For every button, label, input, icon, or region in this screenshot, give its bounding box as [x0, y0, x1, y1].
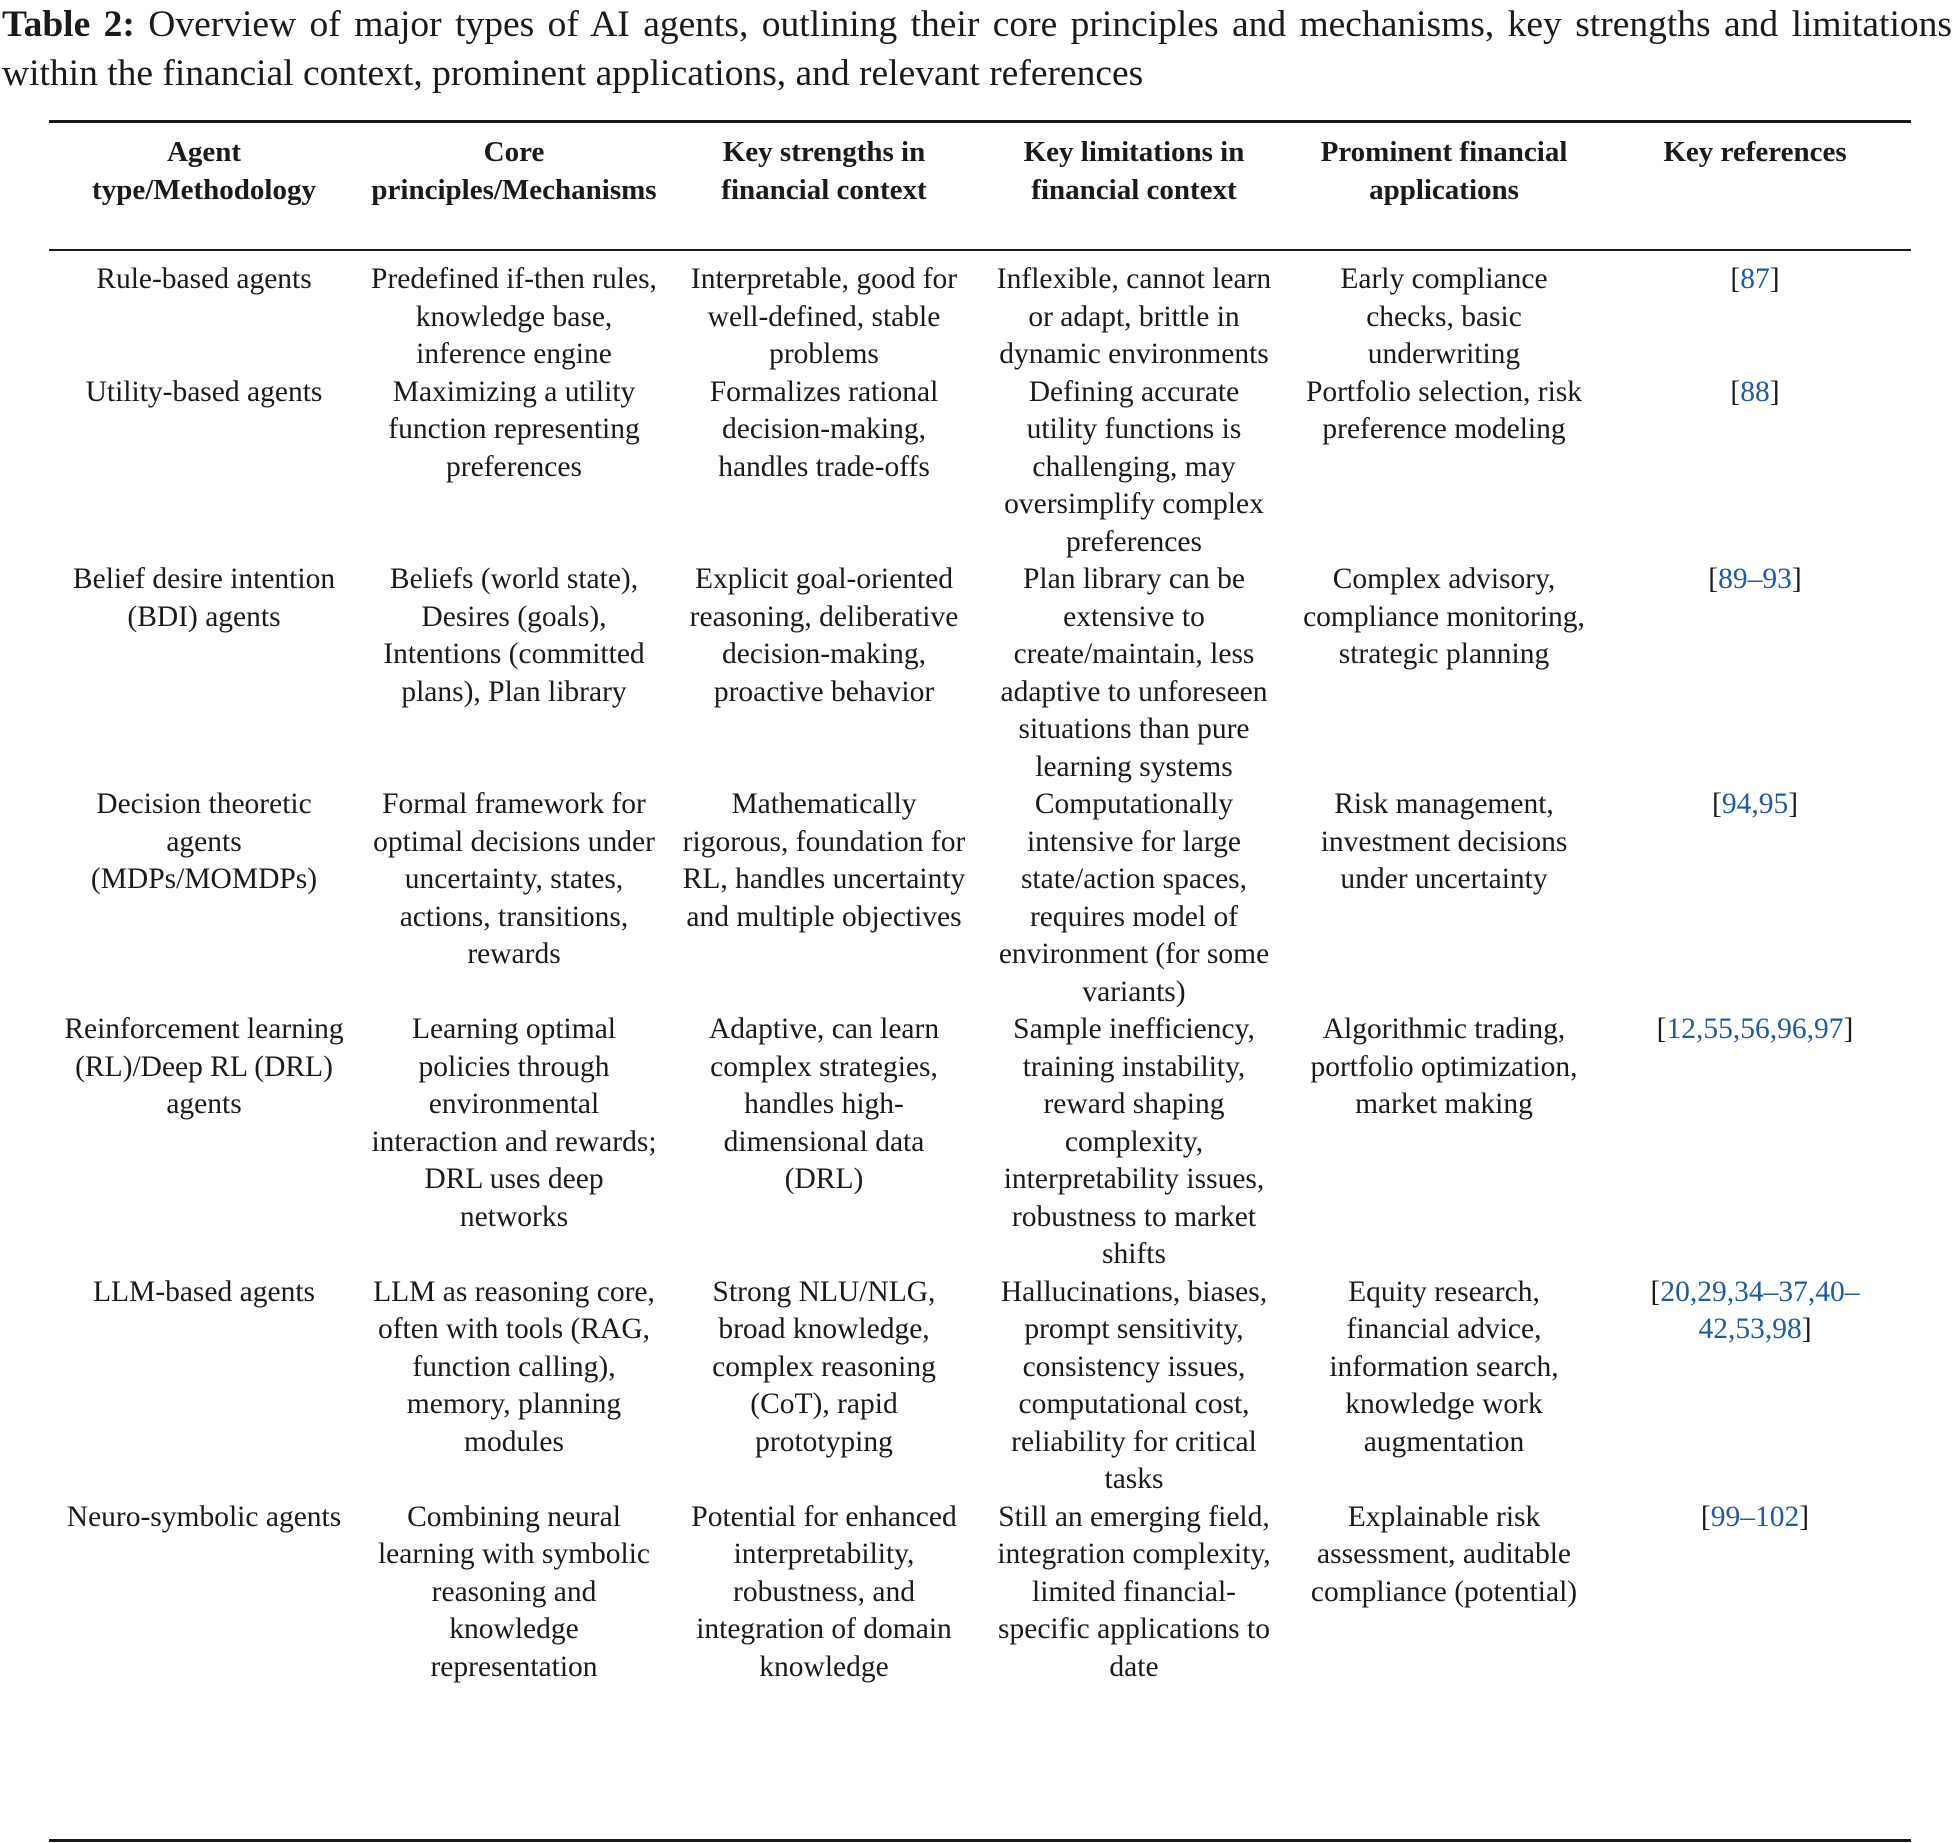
reference-link[interactable]: 20,29,34–37,40–42,53,98	[1660, 1275, 1860, 1345]
table-row	[49, 374, 1911, 562]
table-row	[49, 786, 1911, 1011]
limitations-cell: Inflexible, cannot learn or adapt, brittle in dynamic environments	[996, 263, 1272, 370]
references-cell: [12,55,56,96,97]	[1656, 1013, 1854, 1045]
agent-type-cell: Neuro-symbolic agents	[66, 1500, 342, 1533]
applications-cell: Algorithmic trading, portfolio optimization, market making	[1310, 1013, 1578, 1120]
principles-cell: Learning optimal policies through environmental interaction and rewards; DRL uses deep networks	[371, 1013, 657, 1233]
applications-cell: Complex advisory, compliance monitoring, strategic planning	[1303, 563, 1585, 670]
caption-text: Overview of major types of AI agents, outlining their core principles and mechanisms, key strengths and limitations within the financial context, prominent applications, and relevant references	[2, 4, 1952, 94]
header-agent-type: Agent type/Methodology	[92, 136, 316, 206]
strengths-cell: Explicit goal-oriented reasoning, deliberative decision-making, proactive behavior	[689, 563, 959, 708]
applications-cell: Portfolio selection, risk preference modeling	[1305, 375, 1583, 445]
agent-type-cell: LLM-based agents	[93, 1275, 315, 1308]
strengths-cell: Adaptive, can learn complex strategies, handles high-dimensional data (DRL)	[708, 1013, 940, 1195]
table-row	[49, 1274, 1911, 1499]
applications-cell: Risk management, investment decisions under uncertainty	[1320, 788, 1568, 895]
reference-link[interactable]: 87	[1740, 263, 1770, 295]
reference-link[interactable]: 89–93	[1718, 563, 1792, 595]
limitations-cell: Defining accurate utility functions is challenging, may oversimplify complex preferences	[1004, 375, 1264, 558]
table-header	[49, 134, 1911, 209]
limitations-cell: Sample inefficiency, training instability, reward shaping complexity, interpretability issues, robustness to market shifts	[1003, 1013, 1265, 1270]
references-cell: [99–102]	[1700, 1500, 1810, 1533]
limitations-cell: Still an emerging field, integration complexity, limited financial-specific applications to date	[997, 1500, 1271, 1683]
limitations-cell: Plan library can be extensive to create/maintain, less adaptive to unforeseen situations than pure learning systems	[1000, 563, 1268, 783]
header-row	[49, 134, 1911, 209]
principles-cell: Formal framework for optimal decisions under uncertainty, states, actions, transitions, rewards	[373, 788, 655, 970]
limitations-cell: Computationally intensive for large state/action spaces, requires model of environment (for some variants)	[998, 788, 1270, 1008]
principles-cell: LLM as reasoning core, often with tools (RAG, function calling), memory, planning modules	[373, 1275, 655, 1458]
top-rule	[49, 120, 1911, 123]
reference-link[interactable]: 12,55,56,96,97	[1666, 1013, 1844, 1045]
references-cell: [87]	[1730, 263, 1780, 295]
agent-type-cell: Decision theoretic agents (MDPs/MOMDPs)	[90, 788, 318, 895]
references-cell: [89–93]	[1708, 563, 1802, 595]
principles-cell: Combining neural learning with symbolic reasoning and knowledge representation	[377, 1500, 650, 1683]
header-references: Key references	[1663, 136, 1847, 168]
table-row	[49, 261, 1911, 374]
header-key-strengths: Key strengths in financial context	[721, 136, 927, 206]
agent-type-cell: Rule-based agents	[96, 263, 312, 295]
bottom-rule	[49, 1839, 1911, 1842]
strengths-cell: Potential for enhanced interpretability, robustness, and integration of domain knowledge	[691, 1500, 957, 1683]
references-cell: [88]	[1730, 375, 1780, 408]
agent-type-cell: Utility-based agents	[85, 375, 323, 408]
limitations-cell: Hallucinations, biases, prompt sensitivity, consistency issues, computational cost, reliability for critical tasks	[1000, 1275, 1268, 1495]
applications-cell: Explainable risk assessment, auditable compliance (potential)	[1310, 1500, 1578, 1608]
references-cell: [20,29,34–37,40–42,53,98]	[1650, 1275, 1860, 1345]
agent-type-cell: Belief desire intention (BDI) agents	[72, 563, 336, 633]
reference-link[interactable]: 88	[1740, 375, 1770, 408]
table-row	[49, 1011, 1911, 1274]
applications-cell: Equity research, financial advice, information search, knowledge work augmentation	[1329, 1275, 1559, 1458]
table-body	[49, 261, 1911, 1686]
reference-link[interactable]: 94,95	[1721, 788, 1789, 820]
principles-cell: Predefined if-then rules, knowledge base, inference engine	[371, 263, 657, 370]
applications-cell: Early compliance checks, basic underwriting	[1340, 263, 1548, 370]
agent-type-cell: Reinforcement learning (RL)/Deep RL (DRL) agents	[64, 1013, 344, 1120]
principles-cell: Maximizing a utility function representing preferences	[388, 375, 640, 483]
table-caption	[2, 0, 1952, 98]
strengths-cell: Formalizes rational decision-making, handles trade-offs	[709, 375, 939, 483]
header-core-principles: Core principles/Mechanisms	[371, 136, 657, 206]
header-key-limitations: Key limitations in financial context	[1023, 136, 1245, 206]
reference-link[interactable]: 99–102	[1710, 1500, 1800, 1533]
header-rule	[49, 249, 1911, 251]
header-applications: Prominent financial applications	[1320, 136, 1568, 206]
strengths-cell: Interpretable, good for well-defined, stable problems	[690, 263, 958, 370]
strengths-cell: Strong NLU/NLG, broad knowledge, complex reasoning (CoT), rapid prototyping	[712, 1275, 936, 1458]
table-row	[49, 1499, 1911, 1687]
principles-cell: Beliefs (world state), Desires (goals), Intentions (committed plans), Plan library	[383, 563, 645, 708]
caption-label: Table 2:	[2, 4, 135, 45]
strengths-cell: Mathematically rigorous, foundation for RL, handles uncertainty and multiple objectives	[682, 788, 966, 933]
references-cell: [94,95]	[1711, 788, 1799, 820]
table-row	[49, 561, 1911, 786]
